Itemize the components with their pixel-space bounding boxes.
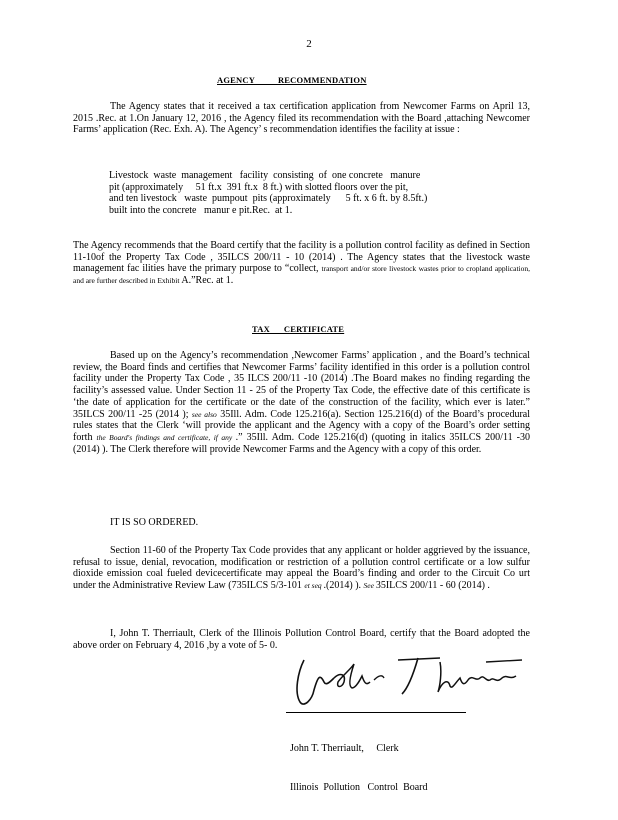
so-ordered: IT IS SO ORDERED. xyxy=(110,517,199,528)
page-number: 2 xyxy=(306,38,312,50)
appeal-paragraph xyxy=(73,545,530,592)
appeal-text-3: 35ILCS 200/11 - 60 (2014) . xyxy=(375,580,490,592)
signature-line xyxy=(286,712,466,713)
handwritten-signature xyxy=(290,652,530,712)
quote-line: pit (approximately 51 ft.x 391 ft.x 8 ft.) with slotted floors over the pit, xyxy=(109,181,409,193)
facility-quote xyxy=(109,170,459,217)
agency-paragraph-1: The Agency states that it received a tax certification application from Newcomer Farms on April 13, 2015 .Rec. at 1.On January 12, 2016 , the Agency filed its recommendation with the Board ,attaching Newcomer Farms’ application (Rec. Exh. A). The Agency’ s recommendation identifies the facility at issue : xyxy=(73,101,530,136)
et-seq-signal: et seq xyxy=(304,581,324,591)
signer-name: John T. Therriault, Clerk xyxy=(290,743,399,754)
signature-block xyxy=(290,716,428,820)
see-also-signal: see also xyxy=(191,409,217,419)
agency-paragraph-2-small: transport and/or store livestock wastes prior to cropland application, and are further described in Exhibit xyxy=(73,264,531,286)
agency-paragraph-2-text: The Agency recommends that the Board certify that the facility is a pollution control facility as defined in Section 11-10of the Property Tax Code , 35ILCS 200/11 - 10 (2014) . The Agency states that the livestock waste management fac ilities have the primary purpose to “collect, xyxy=(73,240,530,275)
clerk-certification: I, John T. Therriault, Clerk of the Illinois Pollution Control Board, certify that the Board adopted the above order on February 4, 2016 ,by a vote of 5- 0. xyxy=(73,628,530,651)
certificate-text-2: 35Ill. Adm. Code 125.216(a). Section 125.216(d) of the Board’s procedural rules states that the Clerk ‘will provide the applicant and the Agency with a copy of the Board’s order setting forth xyxy=(73,408,531,443)
quote-line: Livestock waste management facility consisting of one concrete manure xyxy=(109,170,421,181)
certificate-text-3: .” 35Ill. Adm. Code 125.216(d) (quoting in italics 35ILCS 200/11 -30 (2014) ). The Clerk therefore will provide Newcomer Farms and the Agency with a copy of this order. xyxy=(73,431,531,455)
tax-certificate-heading: TAX CERTIFICATE xyxy=(252,324,345,334)
italic-quote: the Board's findings and certificate, if any xyxy=(96,432,236,442)
agency-recommendation-heading: AGENCY RECOMMENDATION xyxy=(217,75,367,85)
signer-organization: Illinois Pollution Control Board xyxy=(290,782,428,793)
agency-paragraph-2 xyxy=(73,240,530,287)
agency-paragraph-2-cite: A.”Rec. at 1. xyxy=(181,275,234,287)
appeal-text-1: Section 11-60 of the Property Tax Code provides that any applicant or holder aggrieved by the issuance, refusal to issue, denial, revocation, modification or restriction of a pollution control certificate or a low sulfur dioxide emission coal fueled devicecertificate may appeal the Board’s finding and order to the Circuit Co urt under the Administrative Review Law (735ILCS 5/3-101 xyxy=(73,545,530,592)
certificate-text-1: Based up on the Agency’s recommendation ,Newcomer Farms’ application , and the Board’s technical review, the Board finds and certifies that Newcomer Farms’ facility identified in this order is a pollution control facility under the Property Tax Code , 35 ILCS 200/11 -10 (2014) .The Board makes no finding regarding the facility’s assessed value. Under Section 11 - 25 of the Property Tax Code, the effective date of this certificate is ‘the date of application for the certificate or the date of the construction of the facility, which ever is later.” 35ILCS 200/11 -25 (2014 ); xyxy=(73,350,530,420)
certificate-paragraph xyxy=(73,350,530,455)
quote-line: and ten livestock waste pumpout pits (approximately 5 ft. x 6 ft. by 8.5ft.) xyxy=(109,193,428,205)
see-signal: See xyxy=(363,581,376,591)
quote-line: built into the concrete manur e pit.Rec. at 1. xyxy=(109,205,293,217)
appeal-text-2: .(2014) ). xyxy=(323,580,362,592)
